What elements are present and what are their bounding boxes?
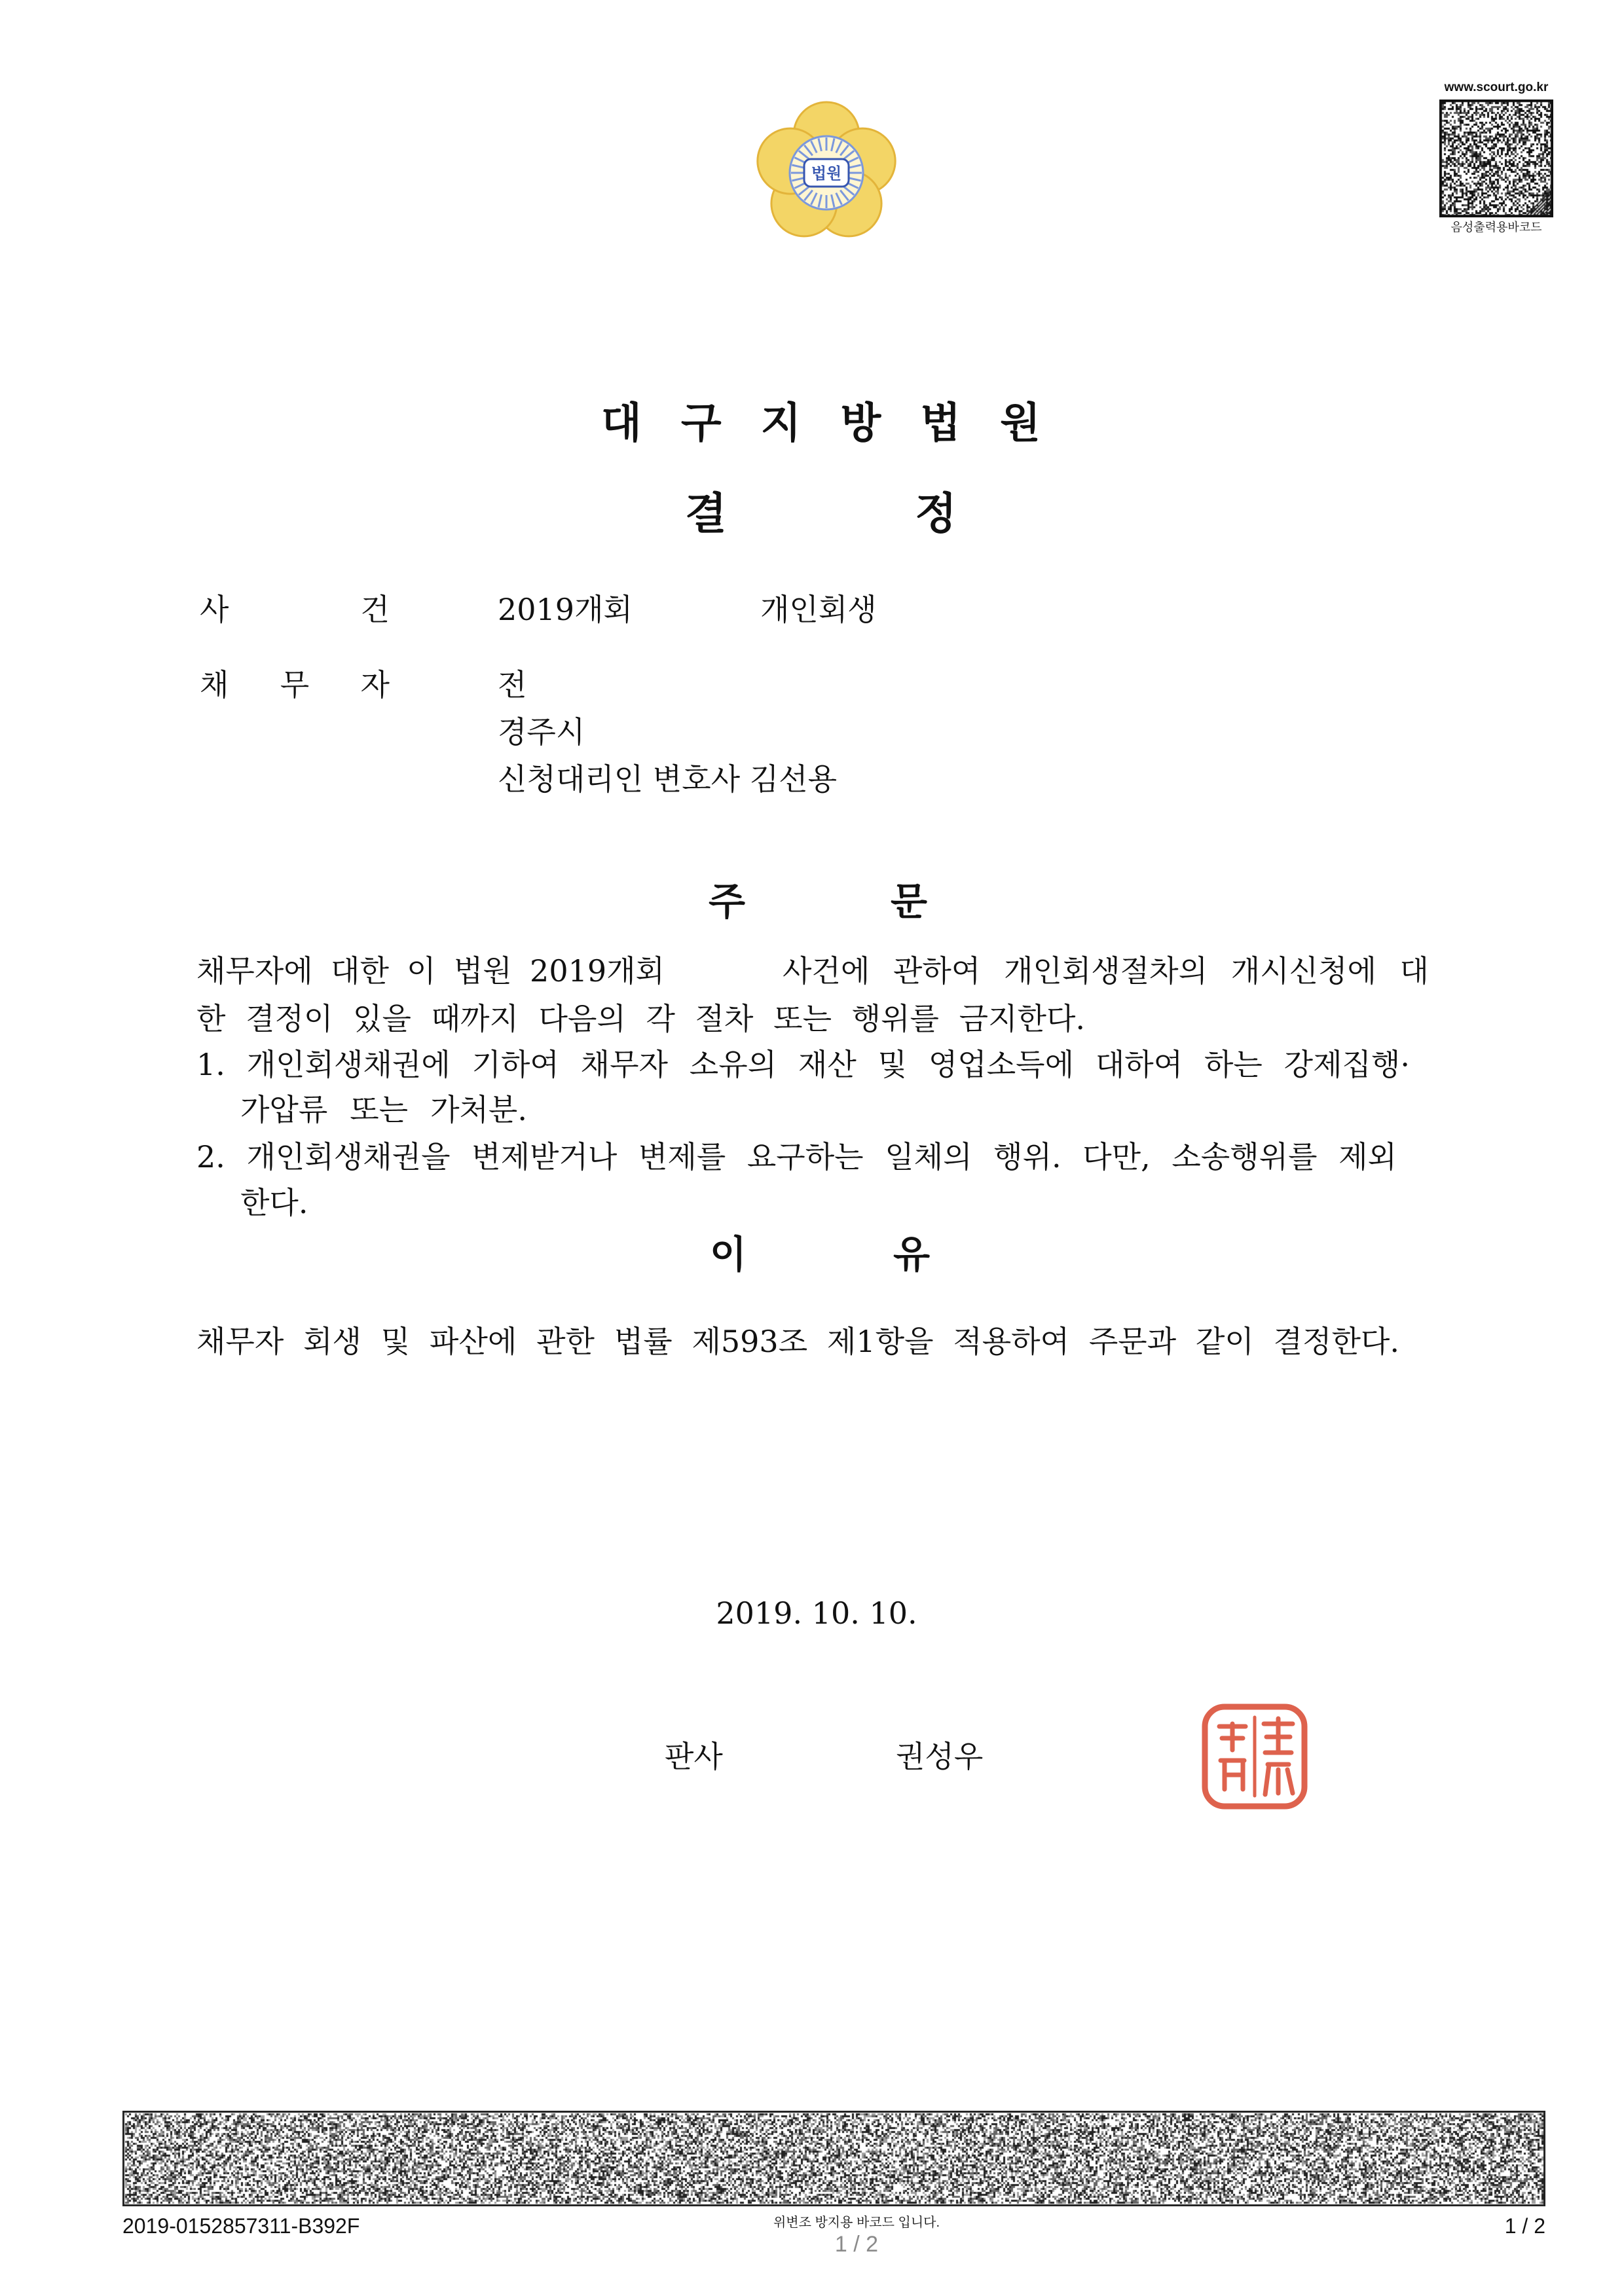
case-number: 2019개회 (498, 592, 633, 627)
debtor-name: 전 (498, 667, 527, 702)
emblem-text: 법원 (811, 164, 842, 183)
order-intro-line2: 한 결정이 있을 때까지 다음의 각 절차 또는 행위를 금지한다. (196, 1001, 1085, 1036)
order-item-1-line1: 1. 개인회생채권에 기하여 채무자 소유의 재산 및 영업소득에 대하여 하는 강제집행· (196, 1047, 1410, 1082)
debtor-agent: 신청대리인 변호사 김선용 (498, 761, 838, 797)
page-marker-center: 1 / 2 (834, 2232, 879, 2257)
court-name: 대 구 지 방 법 원 (601, 399, 1041, 448)
reason-text: 채무자 회생 및 파산에 관한 법률 제593조 제1항을 적용하여 주문과 같이 결정한다. (196, 1324, 1399, 1359)
document-id: 2019-0152857311-B392F (122, 2214, 360, 2238)
barcode-note: 위변조 방지용 바코드 입니다. (773, 2215, 940, 2230)
order-item-2-line2: 한다. (240, 1185, 308, 1220)
debtor-label: 채 무 자 (200, 667, 390, 702)
page-number: 1 / 2 (1504, 2214, 1545, 2238)
court-url-text: www.scourt.go.kr (1444, 81, 1549, 94)
order-item-1-line2: 가압류 또는 가처분. (240, 1092, 527, 1127)
debtor-address: 경주시 (498, 714, 585, 750)
order-intro-line1-before: 채무자에 대한 이 법원 2019개회 (196, 953, 665, 989)
decision-date: 2019. 10. 10. (716, 1595, 917, 1631)
judge-seal-stamp (1196, 1698, 1314, 1815)
order-heading: 주 문 (709, 879, 927, 924)
document-title: 결 정 (685, 488, 957, 539)
case-label: 사 건 (200, 592, 390, 627)
court-emblem-icon (748, 94, 905, 251)
judge-title: 판사 (665, 1739, 723, 1774)
judge-name: 권성우 (896, 1739, 984, 1774)
order-intro-line1-after: 사건에 관하여 개인회생절차의 개시신청에 대 (783, 953, 1429, 989)
order-item-2-line1: 2. 개인회생채권을 변제받거나 변제를 요구하는 일체의 행위. 다만, 소송행위를 제외 (196, 1139, 1397, 1175)
qr-caption: 음성출력용바코드 (1450, 221, 1542, 234)
reason-heading: 이 유 (710, 1232, 930, 1277)
anti-forgery-barcode (122, 2111, 1545, 2206)
case-type: 개인회생 (760, 592, 877, 627)
voice-output-qr-code (1439, 100, 1553, 217)
